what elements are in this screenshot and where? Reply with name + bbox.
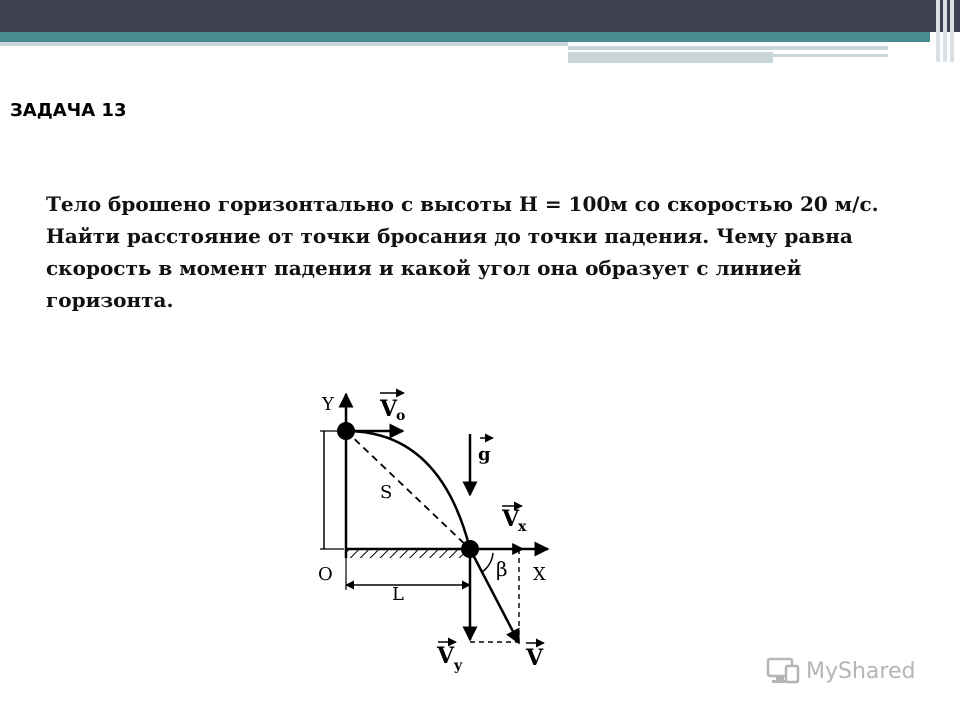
v0-label: V [380, 396, 398, 422]
y-axis-label: Y [322, 394, 334, 415]
v-vector [470, 549, 519, 643]
header-stripe [0, 32, 930, 42]
v-label: V [526, 645, 544, 671]
vy-subscript: y [454, 658, 463, 674]
monitor-icon [766, 656, 800, 686]
watermark-text: MyShared [806, 658, 916, 684]
beta-arc [482, 553, 493, 572]
header-bar [0, 0, 960, 32]
vx-label: V [502, 506, 520, 532]
ground-hatch [346, 550, 470, 558]
problem-text: Тело брошено горизонтально с высоты Н = 100м со скоростью 20 м/с. Найти расстояние от точки бросания до точки падения. Чему равна скорость в момент падения и какой угол она образует с линией горизонта. [46, 192, 879, 312]
header-stripe-light [0, 42, 568, 46]
watermark [766, 656, 915, 686]
landing-point [461, 540, 479, 558]
x-axis-label: X [533, 564, 546, 585]
l-label: L [392, 584, 404, 605]
slide-title: ЗАДАЧА 13 [10, 100, 127, 121]
s-label: S [380, 482, 393, 503]
v0-subscript: o [396, 408, 406, 424]
header-edge-line [936, 0, 940, 62]
origin-label: O [318, 564, 333, 585]
header-stripe-light [773, 54, 888, 57]
projectile-diagram [300, 380, 560, 680]
start-point [337, 422, 355, 440]
vx-subscript: x [518, 519, 527, 535]
beta-label: β [496, 557, 508, 581]
vy-label: V [437, 643, 455, 669]
header-edge-line [943, 0, 947, 62]
header-stripe-light [568, 46, 888, 50]
header-stripe-light [568, 52, 773, 63]
g-label: g [478, 444, 491, 465]
header-edge-line [950, 0, 954, 62]
